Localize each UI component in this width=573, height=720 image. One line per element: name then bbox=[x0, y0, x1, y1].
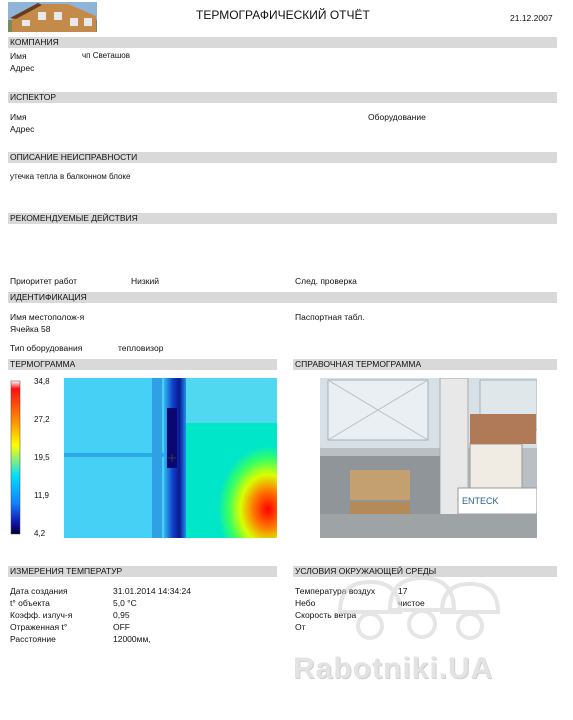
scale-tick-label: 11,9 bbox=[34, 491, 49, 500]
environment-value: 17 bbox=[398, 586, 408, 596]
report-date: 21.12.2007 bbox=[510, 13, 553, 23]
inspector-equipment-label: Оборудование bbox=[368, 112, 426, 122]
measurement-label: t° объекта bbox=[10, 598, 50, 608]
location-label: Имя местополож-я bbox=[10, 312, 85, 322]
section-inspector-title: ИСПЕКТОР bbox=[10, 92, 57, 102]
section-identification bbox=[8, 292, 557, 303]
environment-label: Скорость ветра bbox=[295, 610, 357, 620]
equipment-type-label: Тип оборудования bbox=[10, 343, 83, 353]
inspector-address-label: Адрес bbox=[10, 124, 35, 134]
measurement-value: 0,95 bbox=[113, 610, 130, 620]
scale-tick-label: 19,5 bbox=[34, 453, 50, 462]
section-identification-title: ИДЕНТИФИКАЦИЯ bbox=[10, 292, 87, 302]
section-defect bbox=[8, 152, 557, 163]
measurement-value: 31.01.2014 14:34:24 bbox=[113, 586, 191, 596]
measurement-label: Отраженная t° bbox=[10, 622, 68, 632]
section-thermogram-title: ТЕРМОГРАММА bbox=[10, 359, 76, 369]
section-company bbox=[8, 37, 557, 48]
section-company-title: КОМПАНИЯ bbox=[10, 37, 59, 47]
section-actions-title: РЕКОМЕНДУЕМЫЕ ДЕЙСТВИЯ bbox=[10, 213, 138, 223]
company-name-label: Имя bbox=[10, 51, 27, 61]
section-actions bbox=[8, 213, 557, 224]
measurement-label: Дата создания bbox=[10, 586, 68, 596]
scale-tick-label: 27,2 bbox=[34, 415, 50, 424]
section-inspector bbox=[8, 92, 557, 103]
section-measurements bbox=[8, 566, 277, 577]
report-title: ТЕРМОГРАФИЧЕСКИЙ ОТЧЁТ bbox=[196, 8, 370, 22]
location-value: Ячейка 58 bbox=[10, 324, 51, 334]
measurement-value: 5,0 °C bbox=[113, 598, 137, 608]
inspector-name-label: Имя bbox=[10, 112, 27, 122]
watermark-text: Rabotniki.UA bbox=[293, 652, 494, 685]
company-name-value: чп Светашов bbox=[82, 51, 130, 60]
section-thermogram bbox=[8, 359, 277, 370]
section-reference bbox=[293, 359, 557, 370]
company-address-label: Адрес bbox=[10, 63, 35, 73]
environment-value: чистое bbox=[398, 598, 425, 608]
environment-label: Температура воздух bbox=[295, 586, 376, 596]
measurement-label: Коэфф. излуч-я bbox=[10, 610, 73, 620]
environment-label: Небо bbox=[295, 598, 316, 608]
next-check-label: След. проверка bbox=[295, 276, 357, 286]
scale-tick-label: 34,8 bbox=[34, 377, 50, 386]
watermark-helmets bbox=[330, 572, 500, 642]
environment-label: От bbox=[295, 622, 306, 632]
measurement-label: Расстояние bbox=[10, 634, 56, 644]
scale-tick-label: 4,2 bbox=[34, 529, 46, 538]
section-defect-title: ОПИСАНИЕ НЕИСПРАВНОСТИ bbox=[10, 152, 138, 162]
priority-value: Низкий bbox=[131, 276, 159, 286]
defect-text: утечка тепла в балконном блоке bbox=[10, 172, 131, 181]
measurement-value: 12000мм, bbox=[113, 634, 151, 644]
section-measurements-title: ИЗМЕРЕНИЯ ТЕМПЕРАТУР bbox=[10, 566, 123, 576]
scale-tick-labels bbox=[22, 377, 62, 539]
section-environment-title: УСЛОВИЯ ОКРУЖАЮЩЕЙ СРЕДЫ bbox=[295, 566, 437, 576]
measurement-value: OFF bbox=[113, 622, 130, 632]
plate-label: Паспортная табл. bbox=[295, 312, 365, 322]
reference-sticker-text: ENTECK bbox=[462, 496, 499, 506]
company-logo bbox=[8, 2, 97, 32]
equipment-type-value: тепловизор bbox=[118, 343, 164, 353]
section-reference-title: СПРАВОЧНАЯ ТЕРМОГРАММА bbox=[295, 359, 422, 369]
priority-label: Приоритет работ bbox=[10, 276, 78, 286]
thermal-image bbox=[64, 378, 277, 538]
reference-photo bbox=[320, 378, 537, 538]
